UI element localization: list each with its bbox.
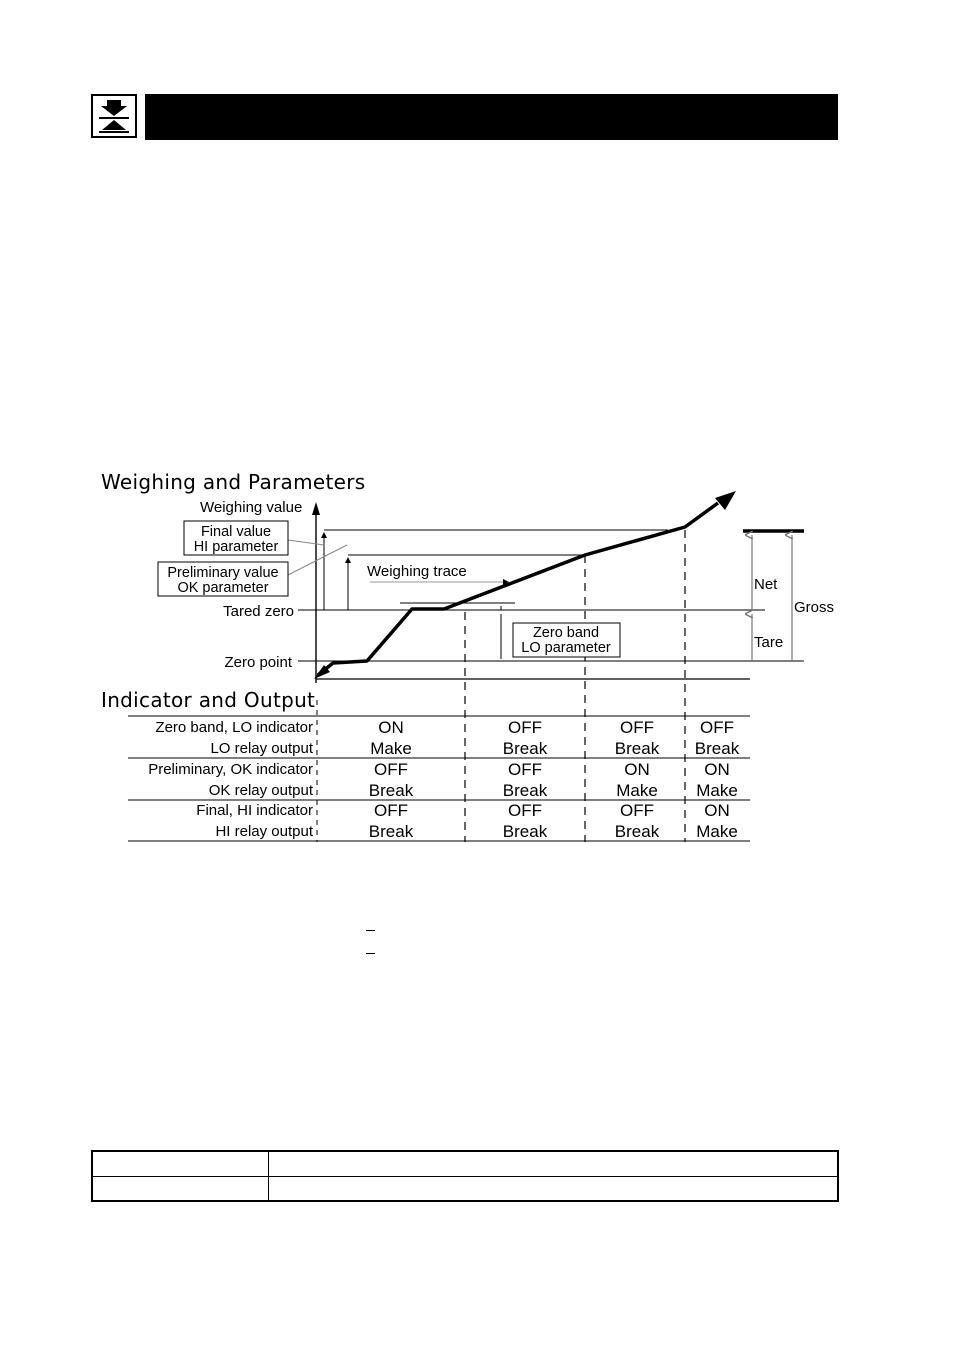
- bottom-table: [91, 1150, 839, 1202]
- cell-relay: Break: [614, 822, 660, 841]
- cell-relay: Break: [368, 822, 414, 841]
- cell-indicator: OFF: [508, 760, 542, 779]
- weighing-trace-label: Weighing trace: [367, 563, 467, 580]
- cell-relay: Break: [368, 781, 414, 800]
- y-axis-arrow: [312, 502, 320, 515]
- cell-relay: Break: [502, 739, 548, 758]
- row-label-lo-indicator: Zero band, LO indicator: [155, 719, 313, 736]
- tared-zero-label: Tared zero: [223, 603, 294, 620]
- dash-mark: [366, 930, 375, 931]
- row-label-lo-relay: LO relay output: [210, 740, 313, 757]
- preliminary-value-label: Preliminary value: [167, 565, 279, 581]
- indicator-section-title: Indicator and Output: [101, 688, 316, 712]
- cell-indicator: OFF: [374, 760, 408, 779]
- row-label-hi-indicator: Final, HI indicator: [196, 802, 313, 819]
- cell-relay: Break: [502, 822, 548, 841]
- final-value-label: Final value: [200, 524, 272, 540]
- final-leader: [288, 540, 324, 545]
- cell-relay: Break: [614, 739, 660, 758]
- row-label-ok-relay: OK relay output: [208, 782, 313, 799]
- hi-parameter-label: HI parameter: [193, 539, 279, 555]
- weighing-section-title: Weighing and Parameters: [101, 470, 366, 494]
- cell-relay: Make: [370, 739, 412, 758]
- cell-indicator: OFF: [508, 801, 542, 820]
- bottom-table-divider: [268, 1152, 269, 1200]
- dash-mark: [366, 953, 375, 954]
- gross-label: Gross: [794, 599, 835, 616]
- cell-indicator: ON: [704, 760, 730, 779]
- zero-point-label: Zero point: [224, 654, 292, 671]
- cell-relay: Make: [616, 781, 658, 800]
- cell-relay: Break: [694, 739, 740, 758]
- lo-parameter-label: LO parameter: [521, 640, 611, 656]
- tare-label: Tare: [754, 634, 784, 651]
- bottom-table-row: [93, 1152, 837, 1177]
- trace-end-arrow: [715, 491, 736, 510]
- cell-relay: Make: [696, 822, 738, 841]
- row-label-hi-relay: HI relay output: [215, 823, 313, 840]
- zero-band-label: Zero band: [532, 625, 600, 641]
- cell-indicator: OFF: [620, 718, 654, 737]
- cell-indicator: OFF: [508, 718, 542, 737]
- cell-indicator: ON: [378, 718, 404, 737]
- y-axis-label: Weighing value: [200, 499, 303, 516]
- cell-indicator: OFF: [374, 801, 408, 820]
- row-label-ok-indicator: Preliminary, OK indicator: [148, 761, 313, 778]
- cell-indicator: OFF: [700, 718, 734, 737]
- cell-relay: Break: [502, 781, 548, 800]
- cell-indicator: OFF: [620, 801, 654, 820]
- cell-relay: Make: [696, 781, 738, 800]
- ok-parameter-label: OK parameter: [177, 580, 269, 596]
- net-label: Net: [754, 576, 778, 593]
- cell-indicator: ON: [624, 760, 650, 779]
- cell-indicator: ON: [704, 801, 730, 820]
